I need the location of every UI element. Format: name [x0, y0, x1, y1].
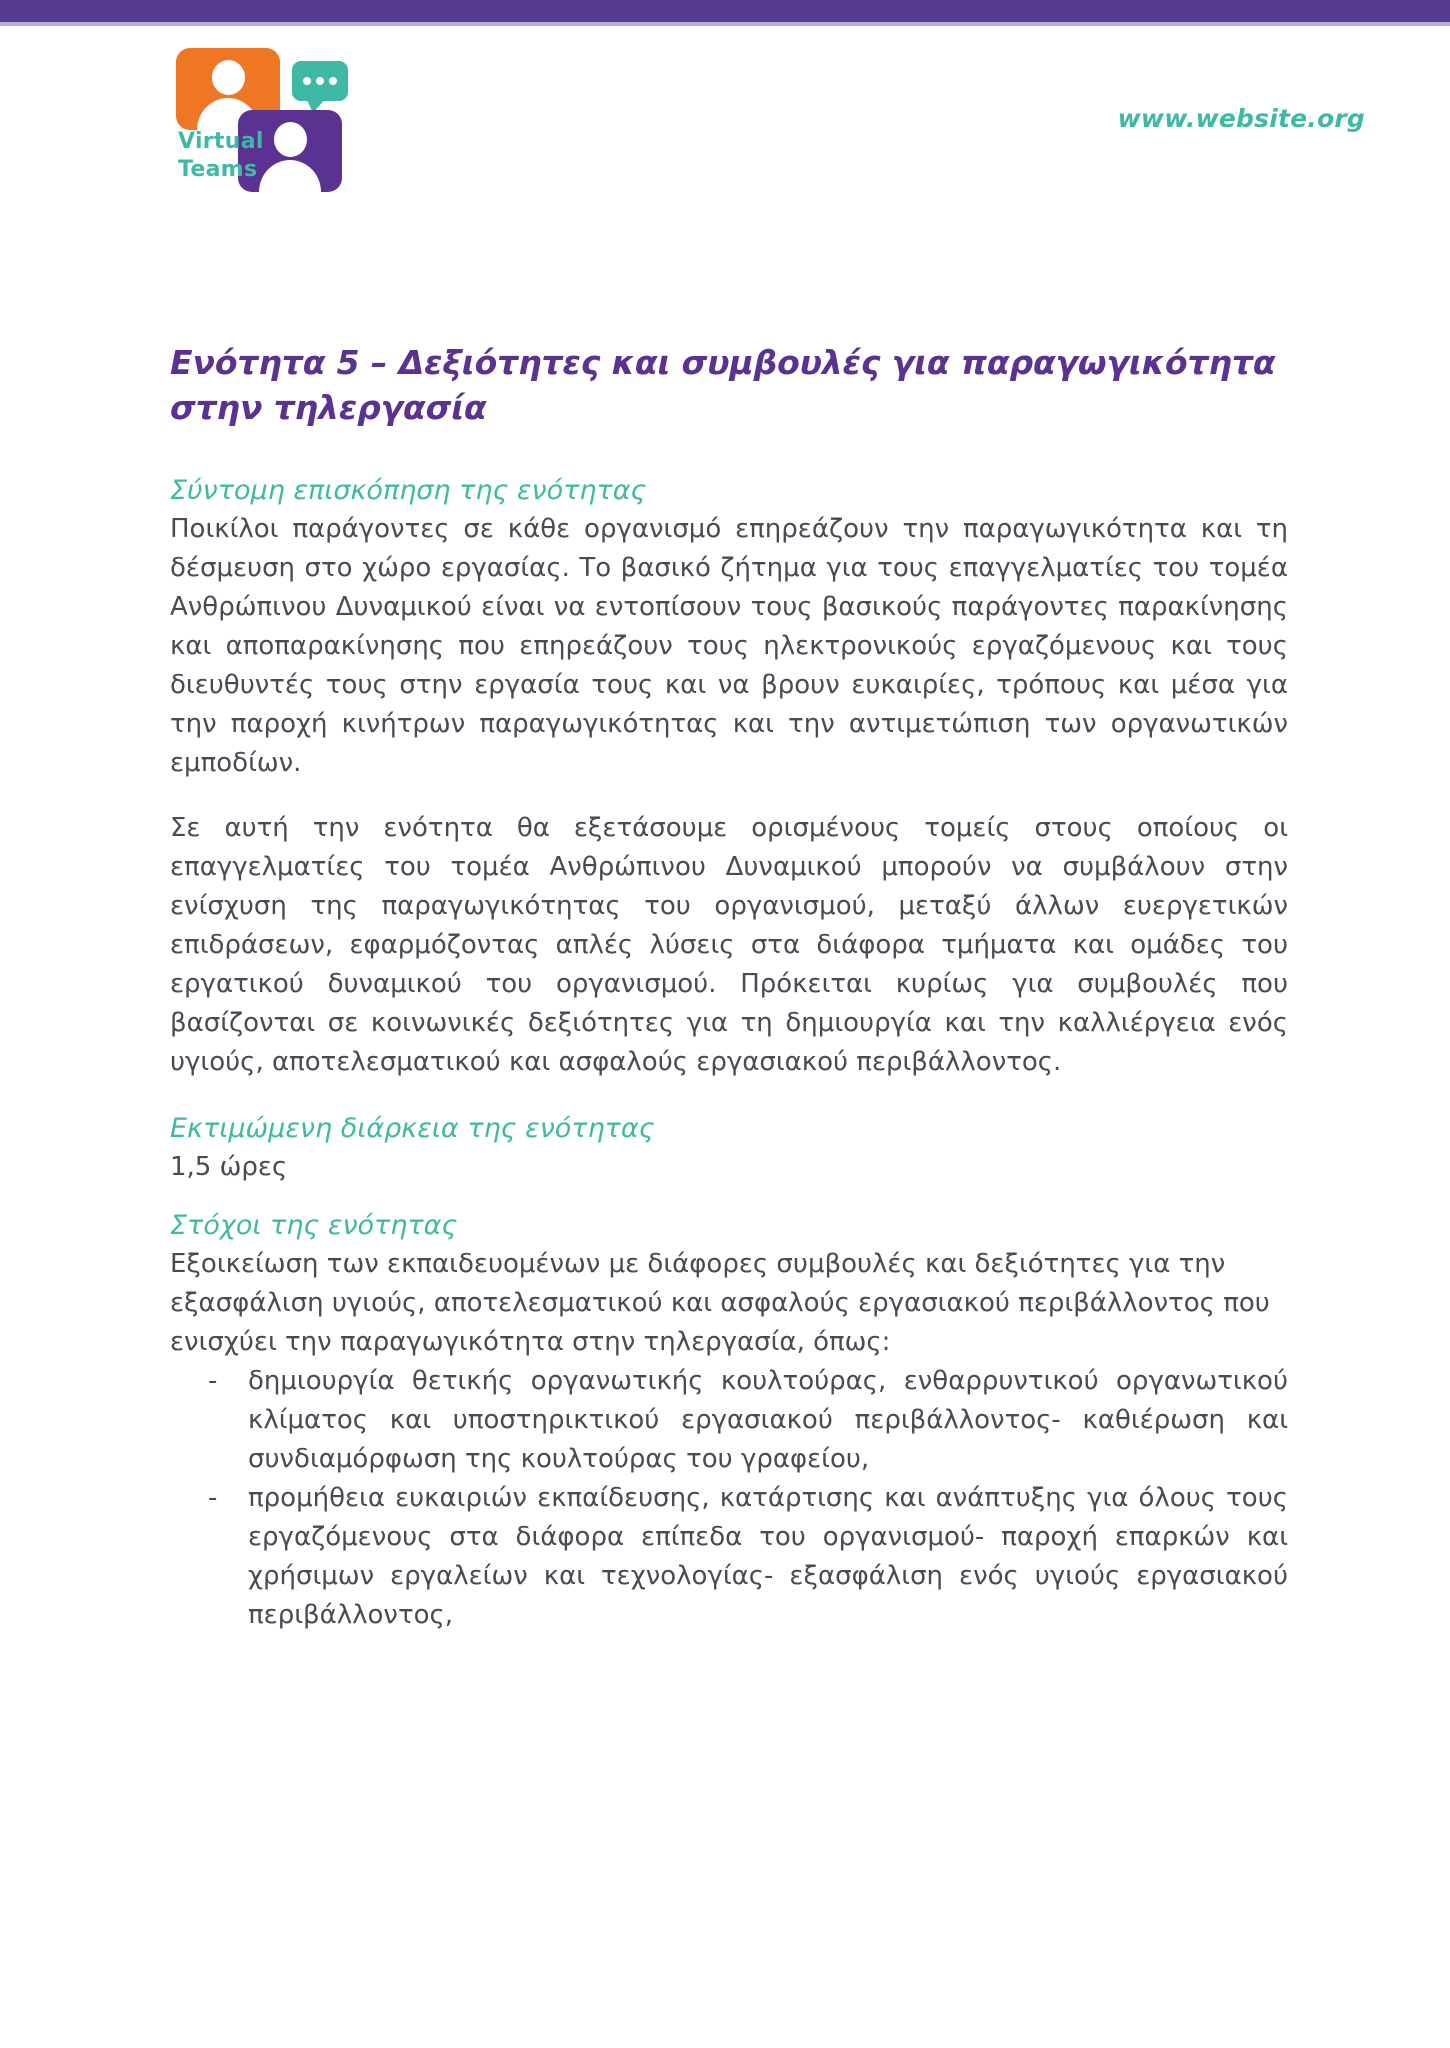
list-item: [170, 1479, 1288, 1635]
overview-paragraph-2: Σε αυτή την ενότητα θα εξετάσουμε ορισμένους τομείς στους οποίους οι επαγγελματίες του τομέα Ανθρώπινου Δυναμικού μπορούν να συμβάλουν στην ενίσχυση της παραγωγικότητας του οργανισμού, μεταξύ άλλων ευεργετικών επιδράσεων, εφαρμόζοντας απλές λύσεις στα διάφορα τμήματα και ομάδες του εργατικού δυναμικού του οργανισμού. Πρόκειται κυρίως για συμβουλές που βασίζονται σε κοινωνικές δεξιότητες για τη δημιουργία και την καλλιέργεια ενός υγιούς, αποτελεσματικού και ασφαλούς εργασιακού περιβάλλοντος.: [170, 813, 1288, 1077]
person-body-icon: [259, 160, 321, 192]
section-heading-overview: Σύντομη επισκόπηση της ενότητας: [170, 475, 647, 506]
website-url: www.website.org: [1117, 104, 1365, 133]
section-heading-duration: Εκτιμώμενη διάρκεια της ενότητας: [170, 1113, 655, 1144]
page-header: [0, 26, 1450, 201]
chat-bubble-icon: [292, 61, 348, 101]
objectives-intro: Εξοικείωση των εκπαιδευομένων με διάφορες συμβουλές και δεξιότητες για την εξασφάλιση υγιούς, αποτελεσματικού και ασφαλούς εργασιακού περιβάλλοντος που ενισχύει την παραγωγικότητα στην τηλεργασία, όπως:: [170, 1249, 1270, 1357]
top-purple-bar: [0, 0, 1450, 22]
bullet-marker: -: [208, 1483, 218, 1513]
objectives-list: [170, 1362, 1288, 1635]
page-title: Ενότητα 5 – Δεξιότητες και συμβουλές για παραγωγικότητα στην τηλεργασία: [170, 343, 1276, 427]
chat-dot-icon: [303, 77, 311, 85]
list-item-text: προμήθεια ευκαιριών εκπαίδευσης, κατάρτισης και ανάπτυξης για όλους τους εργαζόμενους στα διάφορα επίπεδα του οργανισμού- παροχή επαρκών και χρήσιμων εργαλείων και τεχνολογίας- εξασφάλιση ενός υγιούς εργασιακού περιβάλλοντος,: [248, 1483, 1288, 1630]
bullet-marker: -: [208, 1366, 218, 1396]
list-item: [170, 1362, 1288, 1479]
person-head-icon: [274, 122, 307, 157]
logo-text-virtual: Virtual: [178, 129, 264, 154]
duration-value: 1,5 ώρες: [170, 1152, 288, 1182]
document-body: [170, 340, 1288, 1635]
chat-dot-icon: [316, 77, 324, 85]
list-item-text: δημιουργία θετικής οργανωτικής κουλτούρας, ενθαρρυντικού οργανωτικού κλίματος και υποστηρικτικού εργασιακού περιβάλλοντος- καθιέρωση και συνδιαμόρφωση της κουλτούρας του γραφείου,: [248, 1366, 1288, 1474]
virtual-teams-logo: [170, 40, 365, 190]
overview-paragraph-1: Ποικίλοι παράγοντες σε κάθε οργανισμό επηρεάζουν την παραγωγικότητα και τη δέσμευση στο χώρο εργασίας. Το βασικό ζήτημα για τους επαγγελματίες του τομέα Ανθρώπινου Δυναμικού είναι να εντοπίσουν τους βασικούς παράγοντες παρακίνησης και αποπαρακίνησης που επηρεάζουν τους ηλεκτρονικούς εργαζόμενους και τους διευθυντές τους στην εργασία τους και να βρουν ευκαιρίες, τρόπους και μέσα για την παροχή κινήτρων παραγωγικότητας και την αντιμετώπιση των οργανωτικών εμποδίων.: [170, 514, 1288, 778]
person-head-icon: [212, 60, 245, 95]
chat-dot-icon: [329, 77, 337, 85]
section-heading-objectives: Στόχοι της ενότητας: [170, 1210, 458, 1241]
logo-text-teams: Teams: [178, 157, 258, 182]
